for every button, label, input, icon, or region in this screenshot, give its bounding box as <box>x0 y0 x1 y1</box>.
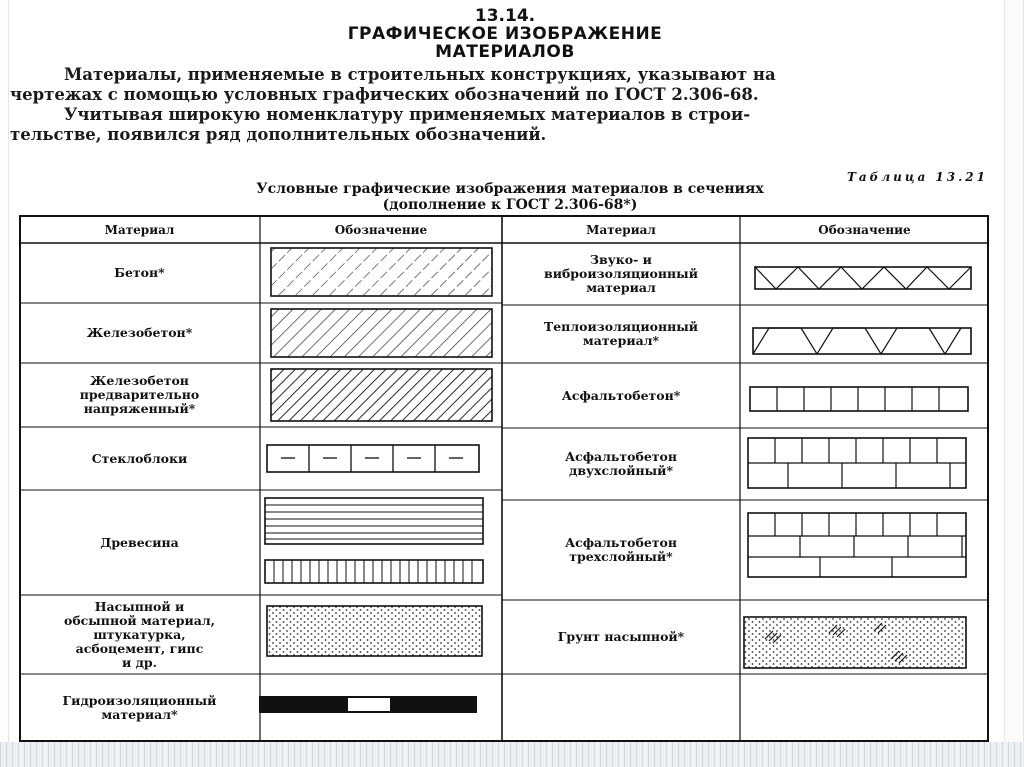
material-name-glass-blocks: Стеклоблоки <box>91 450 188 466</box>
pattern-sound-insulation <box>755 267 971 289</box>
material-name-thermal-insulation: Теплоизоляционный материал* <box>543 319 699 348</box>
pattern-waterproofing <box>259 696 477 713</box>
header-designation-left: Обозначение <box>334 222 428 237</box>
material-name-bulk-soil: Грунт насыпной* <box>557 629 685 644</box>
material-name-empty <box>502 674 740 741</box>
table-number-label: Таблица 13.21 <box>846 170 988 184</box>
slide-left-edge <box>0 0 9 767</box>
intro-line4: тельстве, появился ряд дополнительных обозначений. <box>10 125 547 144</box>
material-name-asphalt-three-layer: Асфальтобетон трехслойный* <box>564 535 678 564</box>
material-name-concrete: Бетон* <box>114 265 165 280</box>
table-title-line2: (дополнение к ГОСТ 2.306-68*) <box>382 197 638 213</box>
pattern-concrete <box>271 248 492 296</box>
section-title-line2: МАТЕРИАЛОВ <box>435 42 575 62</box>
intro-paragraph <box>10 65 984 145</box>
pattern-reinforced-concrete <box>271 309 492 357</box>
material-name-asphalt-two-layer: Асфальтобетон двухслойный* <box>564 449 678 478</box>
section-number: 13.14. <box>474 6 536 26</box>
material-name-waterproofing: Гидроизоляционный материал* <box>62 692 217 722</box>
pattern-thermal-insulation <box>753 328 971 354</box>
pattern-bulk-soil <box>744 617 966 668</box>
pattern-wood <box>265 498 483 583</box>
pattern-glass-blocks <box>267 445 479 472</box>
header-material-right: Материал <box>586 222 656 237</box>
header-designation-right: Обозначение <box>818 222 911 237</box>
intro-line3: Учитывая широкую номенклатуру применяемых материалов в строи- <box>64 105 751 124</box>
material-name-sound-insulation: Звуко- и виброизоляционный материал <box>544 252 698 295</box>
table-title <box>130 181 890 213</box>
slide-scroll-strip <box>1004 0 1024 767</box>
header-material-left: Материал <box>104 222 175 237</box>
table-title-line1: Условные графические изображения материалов в сечениях <box>256 181 764 197</box>
slide-bottom-border <box>0 742 1024 767</box>
material-name-prestressed-concrete: Железобетон предварительно напряженный* <box>79 373 200 416</box>
material-name-wood: Древесина <box>100 534 179 550</box>
pattern-prestressed-concrete <box>271 369 492 421</box>
material-name-reinforced-concrete: Железобетон* <box>86 325 193 340</box>
pattern-asphalt-two-layer <box>748 438 966 488</box>
pattern-asphalt <box>750 387 968 411</box>
section-title-line1: ГРАФИЧЕСКОЕ ИЗОБРАЖЕНИЕ <box>347 24 663 44</box>
section-title <box>0 25 1010 61</box>
intro-line1: Материалы, применяемые в строительных конструкциях, указывают на <box>64 65 776 84</box>
pattern-asphalt-three-layer <box>748 513 966 577</box>
materials-table <box>19 215 989 742</box>
intro-line2: чертежах с помощью условных графических обозначений по ГОСТ 2.306-68. <box>10 85 759 104</box>
material-name-asphalt: Асфальтобетон* <box>561 387 681 403</box>
material-name-bulk-material: Насыпной и обсыпной материал, штукатурка, асбоцемент, гипс и др. <box>63 598 215 670</box>
pattern-bulk-material <box>267 606 482 656</box>
